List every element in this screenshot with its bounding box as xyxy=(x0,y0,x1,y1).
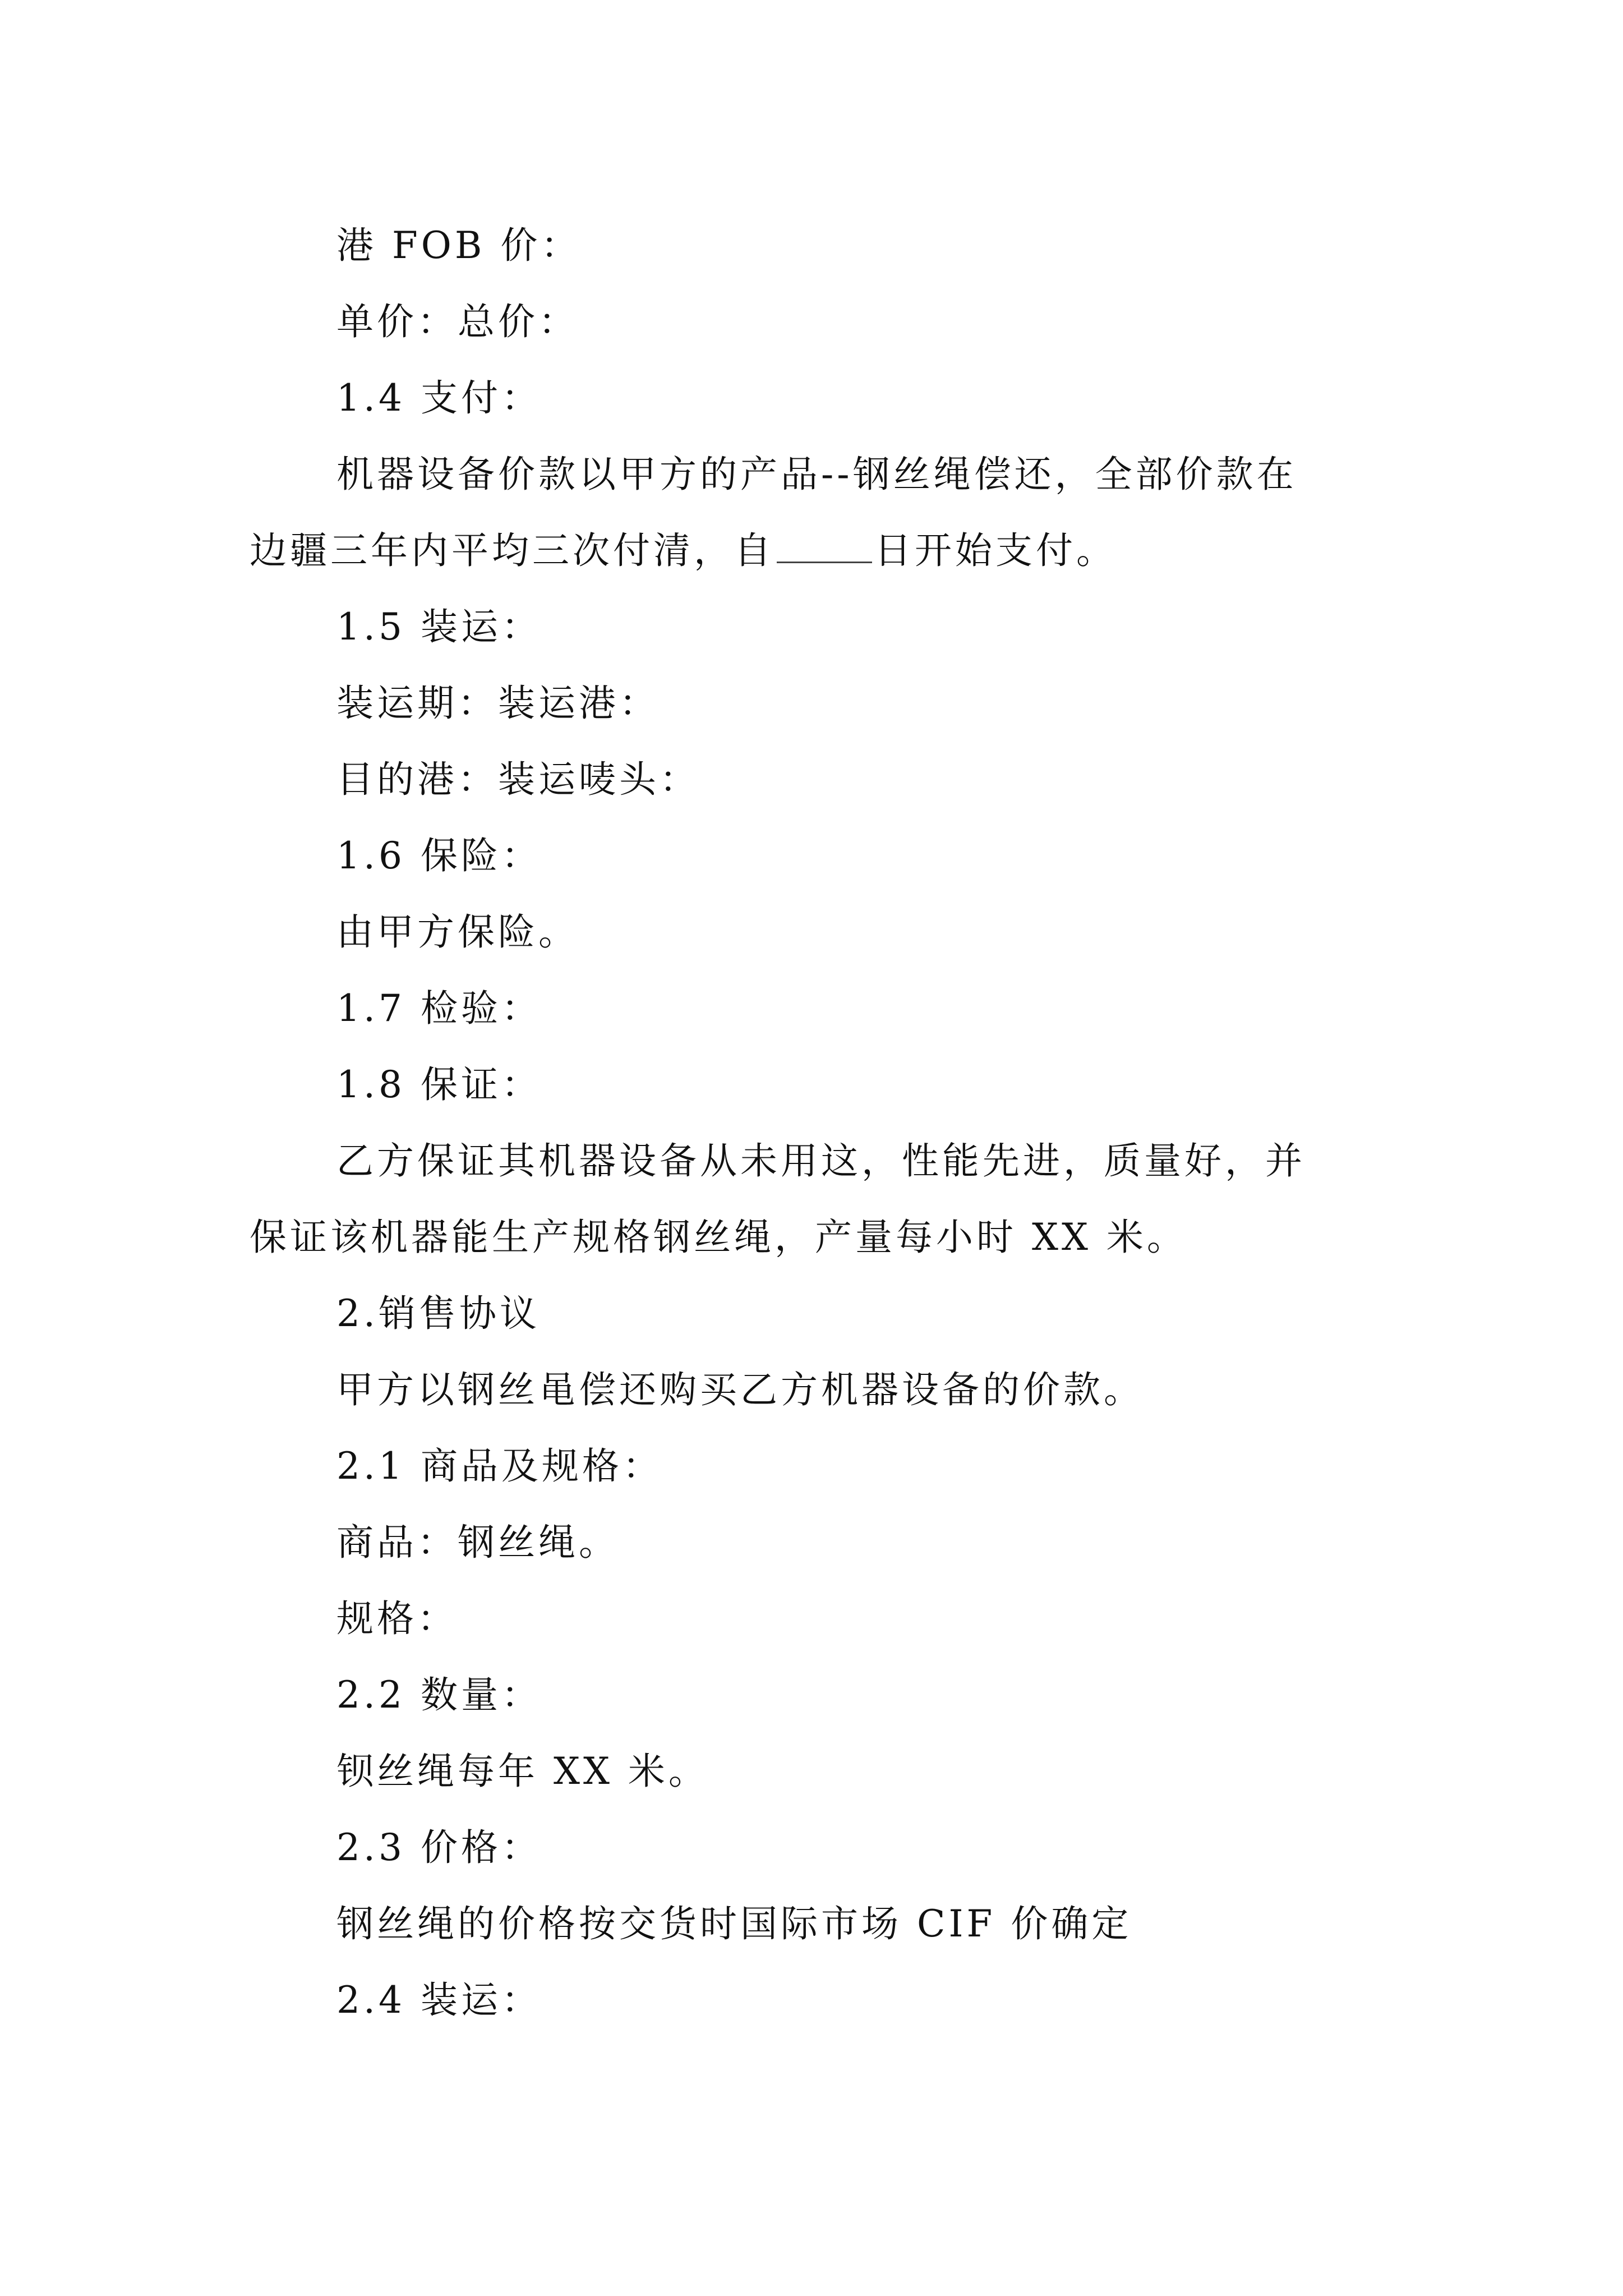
text-line: 钢丝绳的价格按交货时国际市场 CIF 价确定 xyxy=(336,1902,1132,1945)
text-line: 目的港：装运唛头： xyxy=(336,758,700,801)
text-line: 单价：总价： xyxy=(336,300,579,343)
section-heading: 1.8 保证： xyxy=(336,1063,542,1106)
fill-in-blank xyxy=(777,530,872,563)
text-fragment: 日开始支付。 xyxy=(874,529,1117,572)
paragraph-line: 乙方保证其机器设备从未用这，性能先进，质量好，并 xyxy=(336,1139,1306,1182)
section-heading: 2.3 价格： xyxy=(336,1826,542,1869)
paragraph-line xyxy=(250,528,1117,573)
text-line: 规格： xyxy=(336,1597,458,1640)
section-heading: 1.5 装运： xyxy=(336,605,542,648)
paragraph-line: 机器设备价款以甲方的产品--钢丝绳偿还，全部价款在 xyxy=(336,453,1297,496)
text-line: 甲方以钢丝黾偿还购买乙方机器设备的价款。 xyxy=(336,1368,1144,1411)
section-heading: 1.6 保险： xyxy=(336,834,542,877)
text-line: 由甲方保险。 xyxy=(336,910,579,954)
section-heading: 2.销售协议 xyxy=(336,1292,540,1335)
text-line: 装运期：装运港： xyxy=(336,682,660,725)
text-line: 钡丝绳每年 XX 米。 xyxy=(336,1750,709,1793)
section-heading: 1.4 支付： xyxy=(336,376,542,420)
section-heading: 2.4 装运： xyxy=(336,1978,542,2022)
text-line: 商品：钢丝绳。 xyxy=(336,1521,619,1564)
paragraph-line: 保证该机器能生产规格钢丝绳，产量每小时 XX 米。 xyxy=(250,1216,1187,1259)
section-heading: 1.7 检验： xyxy=(336,987,542,1030)
text-line: 港 FOB 价： xyxy=(336,224,582,267)
section-heading: 2.1 商品及规格： xyxy=(336,1444,663,1488)
text-fragment: 边疆三年内平均三次付清，自 xyxy=(250,529,774,572)
section-heading: 2.2 数量： xyxy=(336,1673,542,1717)
